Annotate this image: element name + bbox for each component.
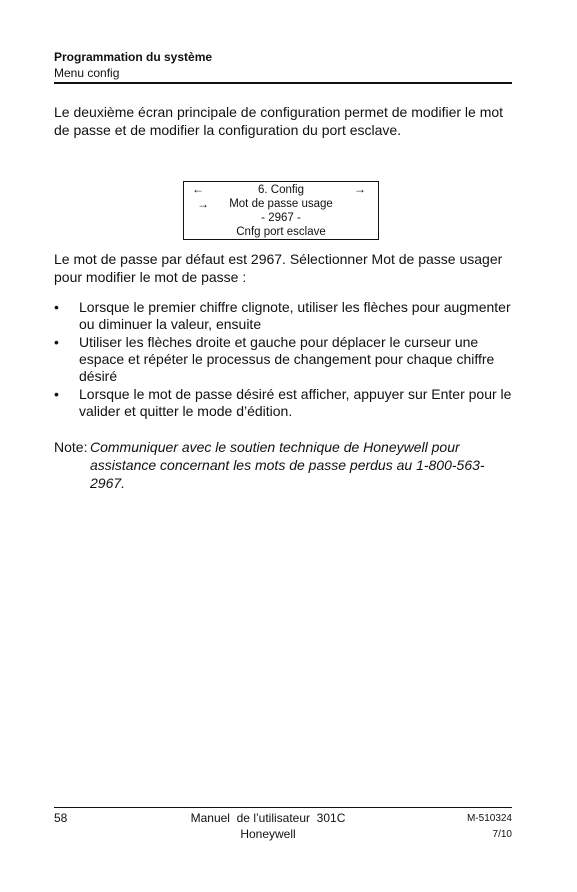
- footer-doc-number: M-510324: [466, 813, 512, 824]
- lcd-display: [183, 181, 379, 240]
- arrow-left-icon: ←: [192, 182, 204, 196]
- list-item-text: Lorsque le premier chiffre clignote, utiliser les flèches pour augmenter ou diminuer la valeur, ensuite: [79, 299, 511, 332]
- lcd-line-4: Cnfg port esclave: [236, 226, 326, 238]
- note-text: Communiquer avec le soutien technique de Honeywell pour assistance concernant les mots de passe perdus au 1-800-563-2967.: [90, 439, 485, 491]
- footer-divider: [54, 807, 512, 808]
- footer-page-number: 58: [54, 811, 68, 825]
- footer-date: 7/10: [492, 829, 512, 840]
- bullet-icon: •: [54, 334, 59, 350]
- note-label: Note:: [54, 439, 88, 455]
- list-item: [54, 299, 514, 333]
- cursor-arrow-icon: →: [197, 197, 209, 211]
- lcd-line-3: - 2967 -: [261, 212, 301, 224]
- arrow-right-icon: →: [354, 182, 366, 196]
- list-item-text: Lorsque le mot de passe désiré est afficher, appuyer sur Enter pour le valider et quitter le mode d’édition.: [79, 386, 512, 419]
- intro-paragraph: Le deuxième écran principale de configuration permet de modifier le mot de passe et de modifier la configuration du port esclave.: [54, 104, 504, 138]
- lcd-line-1: 6. Config: [257, 184, 305, 196]
- instruction-list: [54, 299, 514, 421]
- list-item: [54, 386, 514, 420]
- note-block: [54, 438, 514, 492]
- default-password-paragraph: Le mot de passe par défaut est 2967. Sélectionner Mot de passe usager pour modifier le mot de passe :: [54, 251, 503, 285]
- header-subtitle: Menu config: [54, 66, 120, 80]
- header-divider: [54, 82, 512, 84]
- header-title: Programmation du système: [54, 50, 213, 64]
- list-item: [54, 334, 514, 385]
- list-item-text: Utiliser les flèches droite et gauche pour déplacer le curseur une espace et répéter le processus de changement pour chaque chiffre désiré: [79, 334, 495, 384]
- bullet-icon: •: [54, 299, 59, 315]
- footer-brand: Honeywell: [240, 827, 296, 841]
- lcd-line-2: Mot de passe usage: [229, 198, 333, 210]
- footer-manual-title: Manuel de l’utilisateur 301C: [190, 811, 346, 825]
- bullet-icon: •: [54, 386, 59, 402]
